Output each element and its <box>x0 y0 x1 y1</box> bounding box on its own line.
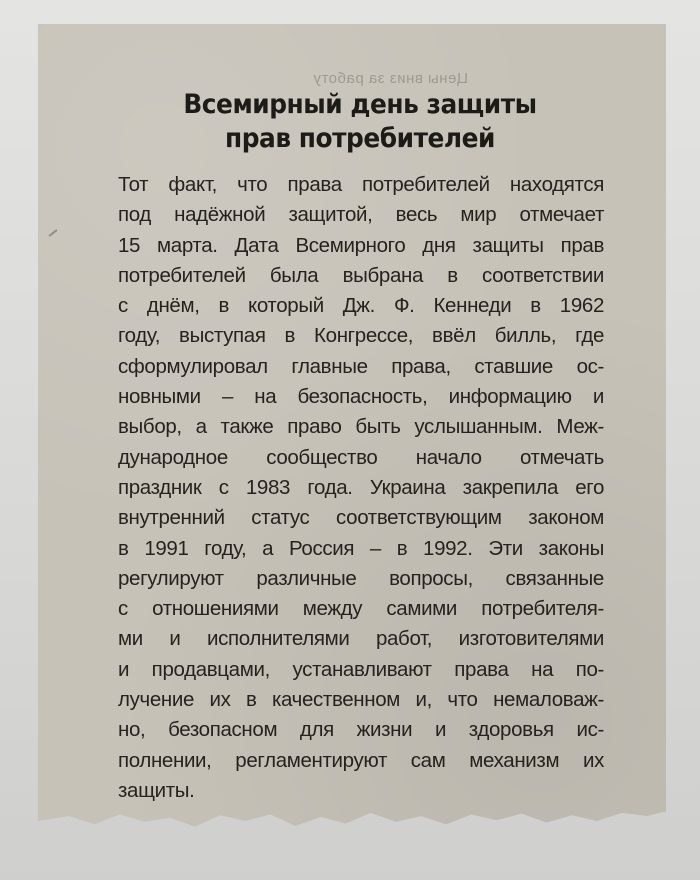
article-headline <box>158 88 563 156</box>
body-line: лучение их в качественном и, что немаловаж- <box>118 688 604 712</box>
body-line: внутренний статус соответствующим законом <box>118 506 604 530</box>
headline-line-2: прав потребителей <box>225 123 495 154</box>
body-line: потребителей была выбрана в соответствии <box>118 263 604 287</box>
bleed-through-text: Цены вниз за работу <box>312 70 468 87</box>
headline-line-1: Всемирный день защиты <box>183 89 537 120</box>
body-line: Тот факт, что права потребителей находятся <box>118 173 604 196</box>
body-line: году, выступая в Конгрессе, ввёл билль, где <box>118 324 604 348</box>
body-line: ми и исполнителями работ, изготовителями <box>118 627 604 651</box>
body-line: в 1991 году, а Россия – в 1992. Эти законы <box>118 536 604 560</box>
body-line: новными – на безопасность, информацию и <box>118 385 604 409</box>
body-line: защиты. <box>118 778 195 802</box>
body-line: дународное сообщество начало отмечать <box>118 445 604 469</box>
article-body <box>118 170 604 806</box>
body-line: регулируют различные вопросы, связанные <box>118 566 604 590</box>
body-line: но, безопасном для жизни и здоровья ис- <box>118 718 604 742</box>
body-line: и продавцами, устанавливают права на по- <box>118 657 604 681</box>
body-line: праздник с 1983 года. Украина закрепила его <box>118 475 604 499</box>
body-line: с днём, в который Дж. Ф. Кеннеди в 1962 <box>118 294 604 318</box>
body-line: сформулировал главные права, ставшие ос- <box>118 354 604 378</box>
body-line: с отношениями между самими потребителя- <box>118 597 604 621</box>
body-line: полнении, регламентируют сам механизм их <box>118 748 604 772</box>
body-line: выбор, а также право быть услышанным. Меж- <box>118 415 604 439</box>
body-line: под надёжной защитой, весь мир отмечает <box>118 203 604 227</box>
body-line: 15 марта. Дата Всемирного дня защиты прав <box>118 233 604 257</box>
